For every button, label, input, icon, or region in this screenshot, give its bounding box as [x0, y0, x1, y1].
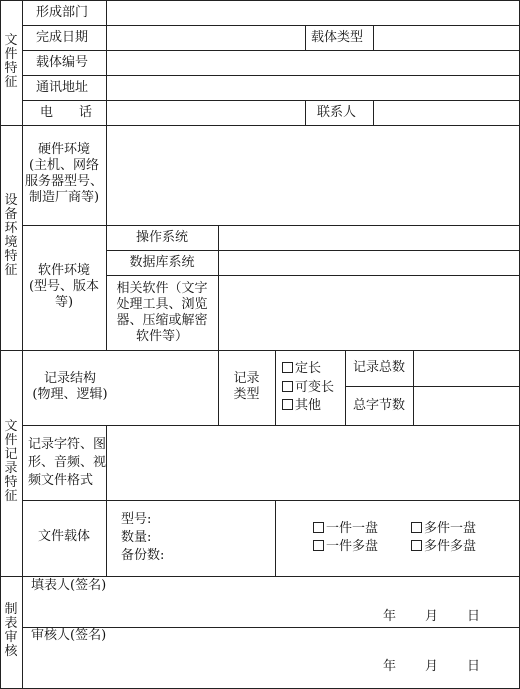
label-record-formats: 记录字符、图 [28, 437, 107, 452]
label-completion-date: 完成日期 [36, 30, 89, 45]
option-other[interactable]: 其他 [282, 398, 321, 414]
label-software-note: 等) [54, 295, 74, 310]
label-carrier-quantity: 数量: [121, 530, 152, 545]
label-carrier-number: 载体编号 [36, 55, 89, 70]
label-month: 月 [425, 609, 439, 624]
label-db: 数据库系统 [129, 255, 195, 270]
phone-field[interactable] [107, 101, 305, 125]
label-total-bytes: 总字节数 [352, 398, 405, 413]
label-month: 月 [425, 659, 439, 674]
label-record-formats: 频文件格式 [28, 473, 94, 488]
label-record-formats: 形、音频、视 [28, 455, 107, 470]
carrier-number-field[interactable] [107, 51, 519, 75]
address-field[interactable] [107, 76, 519, 100]
checkbox-icon [282, 362, 293, 373]
label-day: 日 [467, 609, 481, 624]
option-variable-length[interactable]: 可变长 [282, 380, 334, 396]
section-label-file-features: 文件特征 [4, 33, 18, 90]
label-file-carrier: 文件载体 [37, 529, 90, 544]
option-fixed-length[interactable]: 定长 [282, 361, 321, 377]
column-divider [305, 100, 306, 125]
label-record-structure: 记录结构 [43, 371, 96, 386]
label-total-records: 记录总数 [352, 360, 405, 375]
checkbox-icon [282, 399, 293, 410]
column-divider [106, 500, 107, 576]
label-software-note: (型号、版本 [28, 279, 100, 294]
label-record-structure-note: (物理、逻辑) [32, 387, 108, 402]
record-structure-field[interactable] [107, 351, 218, 425]
label-filler-signature: 填表人(签名) [31, 578, 107, 593]
section-label-review: 制表审核 [4, 602, 18, 659]
label-related-software-note: 器、压缩或解密 [116, 313, 208, 328]
label-software: 软件环境 [37, 263, 90, 278]
label-carrier-type: 载体类型 [311, 30, 364, 45]
related-software-field[interactable] [219, 276, 519, 350]
option-many-files-many-disks[interactable]: 多件多盘 [411, 539, 476, 555]
completion-date-field[interactable] [107, 26, 305, 50]
total-records-field[interactable] [414, 351, 519, 386]
section-label-env-features: 设备环境特征 [4, 193, 18, 278]
label-hardware: 硬件环境 [37, 142, 90, 157]
label-carrier-backups: 备份数: [121, 548, 165, 563]
filler-signature-field[interactable] [130, 580, 510, 624]
checkbox-icon [282, 381, 293, 392]
reviewer-signature-field[interactable] [130, 630, 510, 674]
option-many-files-one-disk[interactable]: 多件一盘 [411, 521, 476, 537]
checkbox-icon [313, 540, 324, 551]
label-hardware-note: 服务器型号、 [24, 174, 103, 189]
label-year: 年 [383, 609, 397, 624]
label-os: 操作系统 [135, 230, 188, 245]
os-field[interactable] [219, 226, 519, 250]
option-one-file-one-disk[interactable]: 一件一盘 [313, 521, 378, 537]
carrier-type-field[interactable] [374, 26, 519, 50]
db-field[interactable] [219, 251, 519, 275]
label-related-software-note: 处理工具、浏览 [116, 297, 208, 312]
label-phone: 电 话 [40, 105, 93, 120]
border-left [0, 0, 1, 689]
hardware-field[interactable] [107, 126, 519, 225]
checkbox-icon [411, 540, 422, 551]
section-label-divider [22, 0, 23, 689]
label-contact: 联系人 [317, 105, 357, 120]
record-formats-field[interactable] [107, 426, 519, 500]
column-divider [275, 500, 276, 576]
row-divider [22, 500, 520, 501]
label-record-type: 类型 [233, 387, 260, 402]
label-hardware-note: 制造厂商等) [28, 190, 100, 205]
section-divider [0, 576, 520, 577]
label-record-type: 记录 [233, 371, 260, 386]
label-day: 日 [467, 659, 481, 674]
label-year: 年 [383, 659, 397, 674]
department-field[interactable] [107, 1, 519, 25]
label-address: 通讯地址 [36, 80, 89, 95]
label-related-software-note: 软件等） [135, 329, 188, 344]
column-divider [305, 25, 306, 50]
column-divider [275, 350, 276, 425]
contact-field[interactable] [374, 101, 519, 125]
option-one-file-many-disks[interactable]: 一件多盘 [313, 539, 378, 555]
label-related-software: 相关软件（文字 [116, 281, 208, 296]
label-carrier-model: 型号: [121, 512, 152, 527]
label-reviewer-signature: 审核人(签名) [31, 628, 107, 643]
checkbox-icon [313, 522, 324, 533]
label-hardware-note: (主机、网络 [28, 158, 100, 173]
label-department: 形成部门 [36, 5, 89, 20]
total-bytes-field[interactable] [414, 387, 519, 425]
section-label-record-features: 文件记录特征 [4, 419, 18, 504]
checkbox-icon [411, 522, 422, 533]
